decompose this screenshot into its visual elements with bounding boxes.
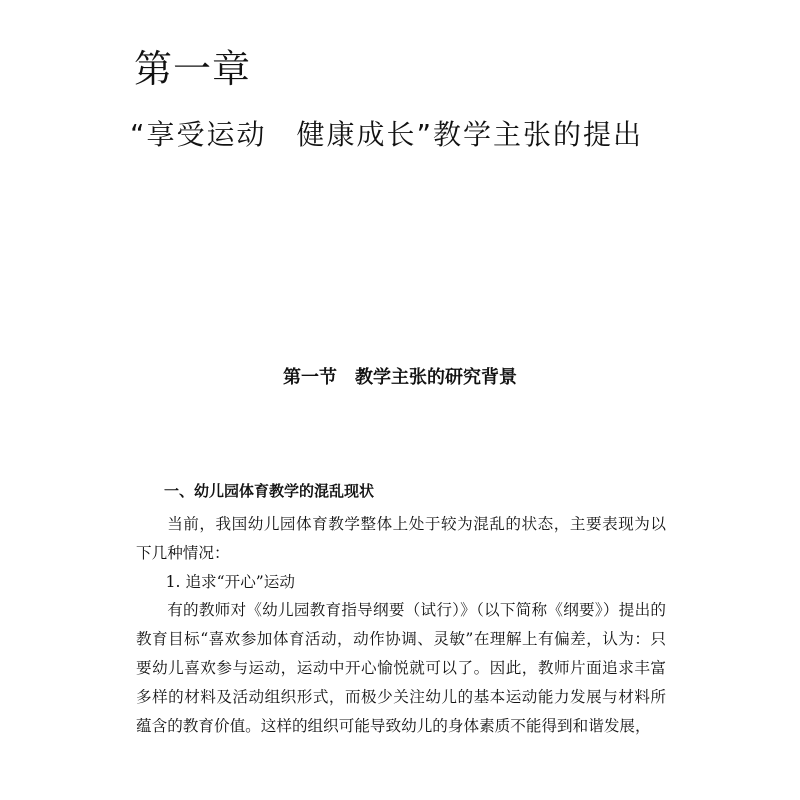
paragraph-intro: 当前，我国幼儿园体育教学整体上处于较为混乱的状态，主要表现为以下几种情况： <box>136 515 666 562</box>
paragraph-item1: 有的教师对《幼儿园教育指导纲要（试行）》（以下简称《纲要》）提出的教育目标“喜欢参加体育活动，动作协调、灵敏”在理解上有偏差，认为：只要幼儿喜欢参与运动，运动中开心愉悦就可以了。因此，教师片面追求丰富多样的材料及活动组织形式，而极少关注幼儿的基本运动能力发展与材料所蕴含的教育价值。这样的组织可能导致幼儿的身体素质不能得到和谐发展， <box>136 601 666 735</box>
section-title: 第一节 教学主张的研究背景 <box>283 367 517 388</box>
chapter-title: “享受运动 健康成长”教学主张的提出 <box>130 118 644 151</box>
item1-heading: 1. 追求“开心”运动 <box>165 572 295 591</box>
subsection-title: 一、幼儿园体育教学的混乱现状 <box>164 482 375 500</box>
body-text <box>136 510 666 740</box>
chapter-label: 第一章 <box>134 47 252 91</box>
